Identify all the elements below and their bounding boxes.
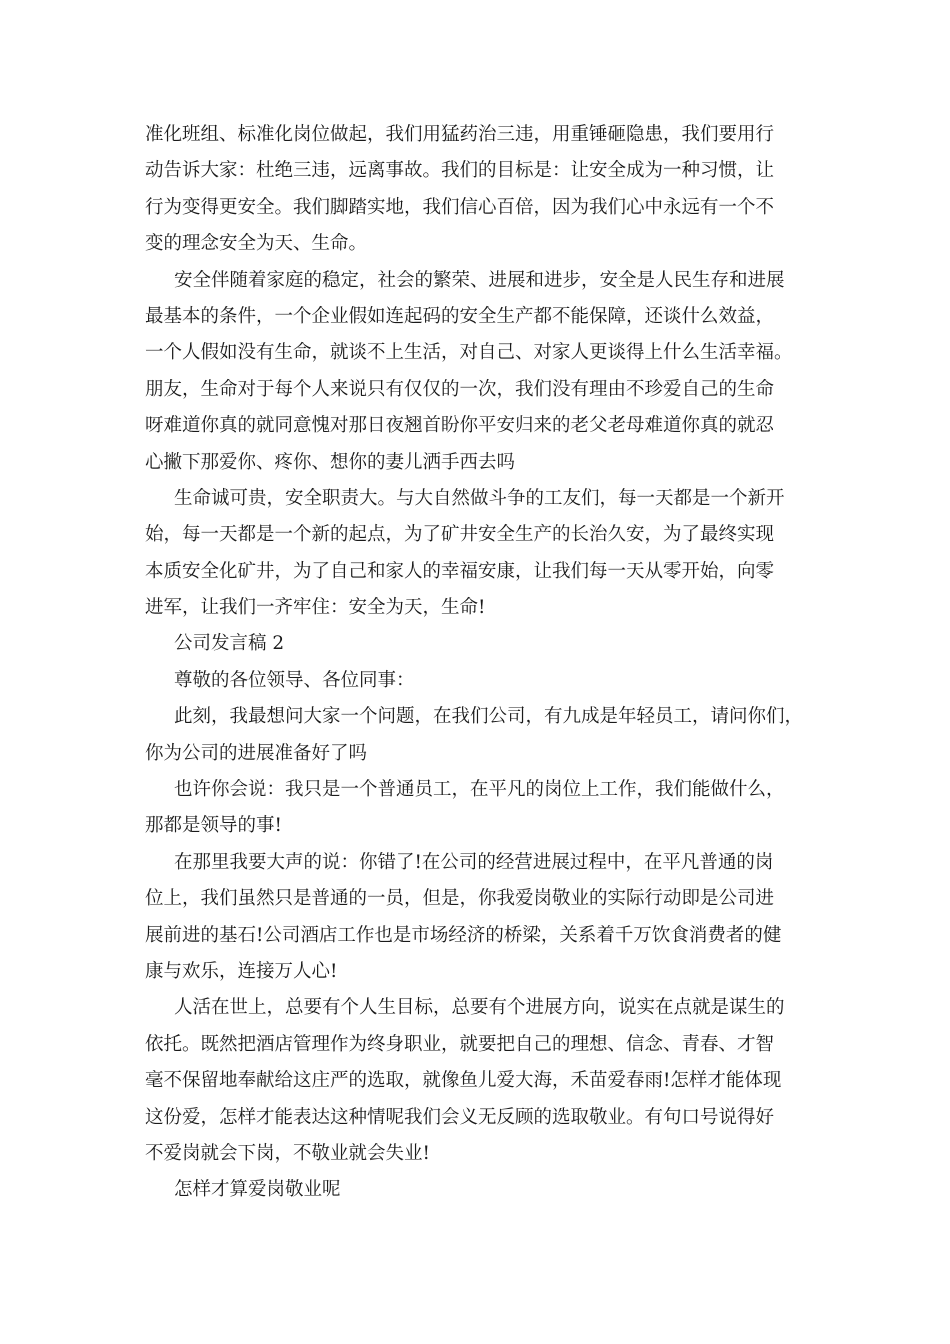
text-line: 也许你会说：我只是一个普通员工，在平凡的岗位上工作，我们能做什么， — [174, 779, 785, 801]
text-line: 动告诉大家：杜绝三违，远离事故。我们的目标是：让安全成为一种习惯，让 — [145, 160, 775, 182]
text-line: 呀难道你真的就同意愧对那日夜翘首盼你平安归来的老父老母难道你真的就忍 — [145, 415, 775, 437]
text-line: 本质安全化矿井，为了自己和家人的幸福安康，让我们每一天从零开始，向零 — [145, 560, 775, 582]
text-line: 始，每一天都是一个新的起点，为了矿井安全生产的长治久安，为了最终实现 — [145, 524, 775, 546]
text-line: 生命诚可贵，安全职责大。与大自然做斗争的工友们，每一天都是一个新开 — [174, 487, 785, 509]
text-line: 公司发言稿 2 — [174, 633, 285, 655]
text-line: 依托。既然把酒店管理作为终身职业，就要把自己的理想、信念、青春、才智 — [145, 1033, 775, 1055]
text-line: 行为变得更安全。我们脚踏实地，我们信心百倍，因为我们心中永远有一个不 — [145, 196, 775, 218]
text-line: 展前进的基石!公司酒店工作也是市场经济的桥梁，关系着千万饮食消费者的健 — [145, 924, 782, 946]
text-line: 一个人假如没有生命，就谈不上生活，对自己、对家人更谈得上什么生活幸福。 — [145, 342, 793, 364]
text-line: 尊敬的各位领导、各位同事： — [174, 669, 415, 691]
text-line: 位上，我们虽然只是普通的一员，但是，你我爱岗敬业的实际行动即是公司进 — [145, 888, 775, 910]
text-line: 准化班组、标准化岗位做起，我们用猛药治三违，用重锤砸隐患，我们要用行 — [145, 124, 775, 145]
text-line: 朋友，生命对于每个人来说只有仅仅的一次，我们没有理由不珍爱自己的生命 — [145, 378, 775, 400]
text-line: 进军，让我们一齐牢住：安全为天，生命! — [145, 597, 486, 619]
text-line: 这份爱，怎样才能表达这种情呢我们会义无反顾的选取敬业。有句口号说得好 — [145, 1106, 775, 1128]
text-line: 此刻，我最想问大家一个问题，在我们公司，有九成是年轻员工，请问你们， — [174, 706, 804, 728]
text-line: 在那里我要大声的说：你错了!在公司的经营进展过程中，在平凡普通的岗 — [174, 851, 774, 873]
text-line: 变的理念安全为天、生命。 — [145, 233, 368, 255]
text-line: 康与欢乐，连接万人心! — [145, 960, 338, 982]
text-line: 人活在世上，总要有个人生目标，总要有个进展方向，说实在点就是谋生的 — [174, 997, 785, 1019]
text-line: 不爱岗就会下岗，不敬业就会失业! — [145, 1142, 430, 1164]
text-line: 最基本的条件，一个企业假如连起码的安全生产都不能保障，还谈什么效益， — [145, 305, 775, 327]
document-body — [145, 117, 815, 1209]
text-line: 心撇下那爱你、疼你、想你的妻儿洒手西去吗 — [145, 451, 516, 473]
text-line: 毫不保留地奉献给这庄严的选取，就像鱼儿爱大海，禾苗爱春雨!怎样才能体现 — [145, 1070, 782, 1092]
text-line: 你为公司的进展准备好了吗 — [145, 742, 368, 764]
text-line: 怎样才算爱岗敬业呢 — [174, 1179, 341, 1201]
text-line: 安全伴随着家庭的稳定，社会的繁荣、进展和进步，安全是人民生存和进展 — [174, 269, 785, 291]
text-line: 那都是领导的事! — [145, 815, 282, 837]
